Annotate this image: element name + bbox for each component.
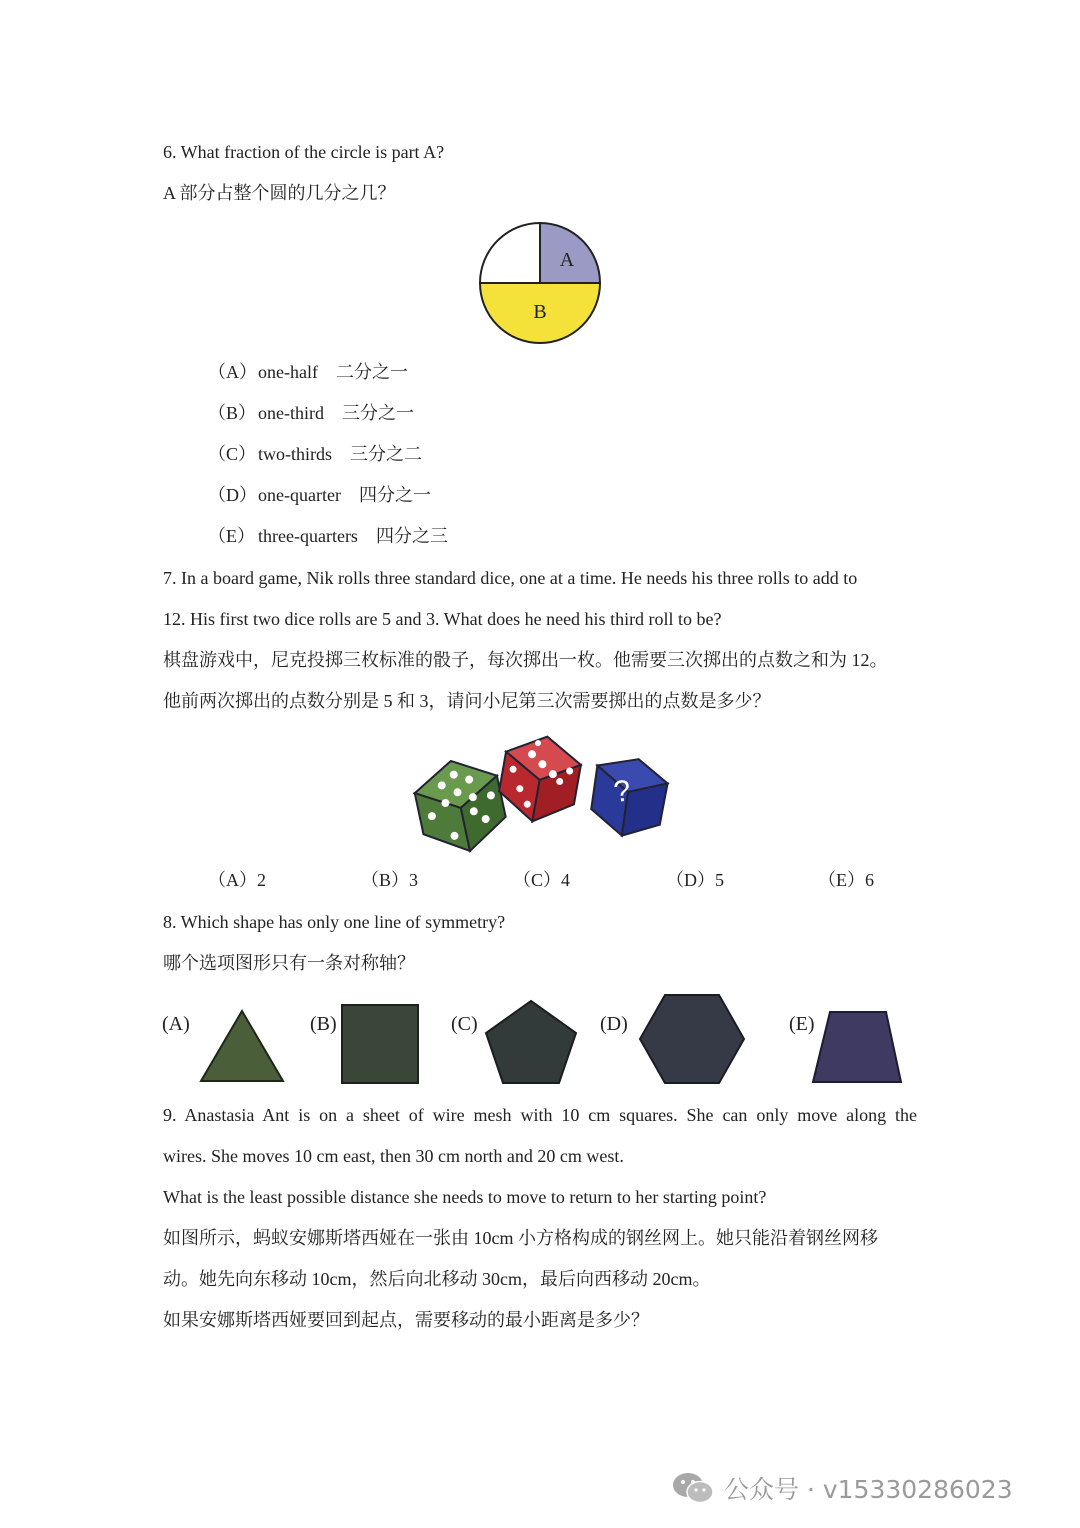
- q7-text-en-2: 12. His first two dice rolls are 5 and 3. What does he need his third roll to be?: [163, 609, 722, 629]
- fraction-circle-diagram: [478, 221, 602, 345]
- q7-option-c[interactable]: （C）4: [513, 870, 571, 890]
- q7-text-cn-2: 他前两次掷出的点数分别是 5 和 3，请问小尼第三次需要掷出的点数是多少？: [163, 691, 771, 711]
- q8-text-cn: 哪个选项图形只有一条对称轴？: [163, 953, 415, 973]
- q9-text-cn-3: 如果安娜斯塔西娅要回到起点，需要移动的最小距离是多少？: [163, 1310, 649, 1330]
- q9-text-cn-1: 如图所示，蚂蚁安娜斯塔西娅在一张由 10cm 小方格构成的钢丝网上。她只能沿着钢丝网移: [163, 1228, 878, 1248]
- q7-option-b[interactable]: （B）3: [361, 870, 419, 890]
- circle-label-b: B: [533, 301, 547, 323]
- blue-die: [588, 754, 670, 841]
- q9-text-cn-2: 动。她先向东移动 10cm，然后向北移动 30cm，最后向西移动 20cm。: [163, 1269, 711, 1289]
- circle-part-white: [480, 223, 540, 283]
- watermark: [672, 1468, 1013, 1508]
- green-die: [410, 752, 511, 859]
- q8-option-d-label[interactable]: (D): [600, 1013, 628, 1035]
- q8-option-e-label[interactable]: (E): [789, 1013, 815, 1035]
- q9-text-en-2: wires. She moves 10 cm east, then 30 cm north and 20 cm west.: [163, 1146, 624, 1166]
- q6-text-cn: A 部分占整个圆的几分之几？: [163, 183, 396, 203]
- circle-label-a: A: [559, 249, 575, 271]
- red-die: [495, 730, 585, 828]
- q6-option-a[interactable]: （A）one-half 二分之一: [208, 362, 408, 382]
- q6-option-b[interactable]: （B） one-third 三分之一: [208, 403, 414, 423]
- square-shape[interactable]: [340, 1003, 420, 1085]
- q6-option-d[interactable]: （D）one-quarter 四分之一: [208, 485, 431, 505]
- q8-text-en: 8. Which shape has only one line of symmetry?: [163, 912, 506, 932]
- q8-option-a-label[interactable]: (A): [162, 1013, 190, 1035]
- q9-text-en-3: What is the least possible distance she needs to move to return to her starting point?: [163, 1187, 767, 1207]
- q9-text-en-1: 9. Anastasia Ant is on a sheet of wire mesh with 10 cm squares. She can only move along the: [163, 1105, 917, 1125]
- triangle-shape[interactable]: [198, 1008, 286, 1084]
- hexagon-shape[interactable]: [637, 992, 747, 1086]
- watermark-text: 公众号 · v15330286023: [724, 1475, 1013, 1504]
- q8-option-c-label[interactable]: (C): [451, 1013, 478, 1035]
- q7-text-en-1: 7. In a board game, Nik rolls three standard dice, one at a time. He needs his three rolls to add to: [163, 568, 858, 588]
- dice-illustration: [412, 726, 672, 856]
- trapezoid-shape[interactable]: [810, 1009, 904, 1085]
- q8-option-b-label[interactable]: (B): [310, 1013, 337, 1035]
- q6-text-en: 6. What fraction of the circle is part A?: [163, 142, 445, 162]
- q7-option-d[interactable]: （D）5: [666, 870, 724, 890]
- q6-option-c[interactable]: （C） two-thirds 三分之二: [208, 444, 422, 464]
- q7-option-e[interactable]: （E）6: [818, 870, 874, 890]
- unknown-face-mark: ?: [612, 774, 633, 809]
- pentagon-shape[interactable]: [483, 998, 579, 1086]
- wechat-icon: [672, 1471, 714, 1505]
- q6-option-e[interactable]: （E） three-quarters 四分之三: [208, 526, 448, 546]
- q7-option-a[interactable]: （A）2: [208, 870, 266, 890]
- q7-text-cn-1: 棋盘游戏中，尼克投掷三枚标准的骰子，每次掷出一枚。他需要三次掷出的点数之和为 12。: [163, 650, 888, 670]
